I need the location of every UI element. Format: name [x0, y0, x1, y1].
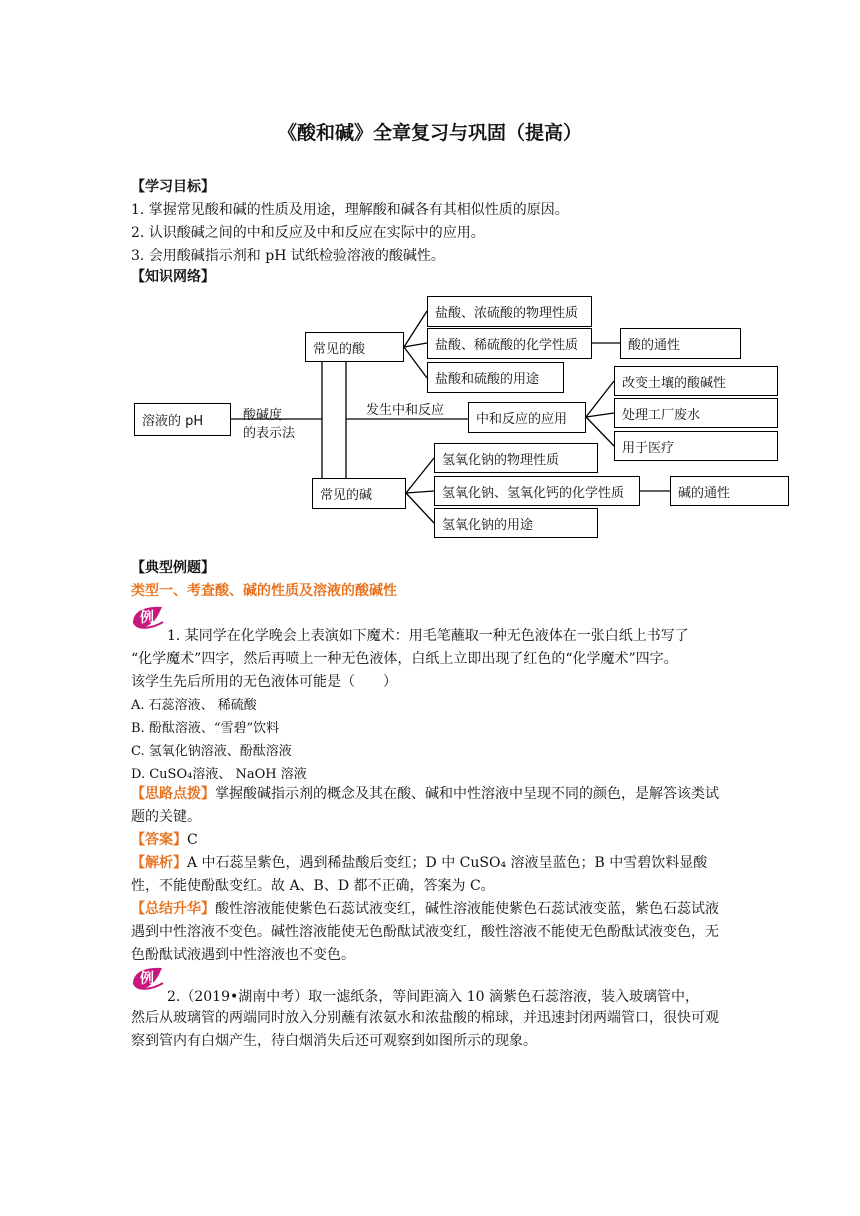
ph-label-2: 的表示法: [243, 426, 296, 441]
acid-chemical-box: 盐酸、稀硫酸的化学性质: [427, 328, 592, 359]
q1-option-d: D. CuSO₄溶液、 NaOH 溶液: [131, 767, 307, 782]
goals-heading: 【学习目标】: [131, 179, 215, 195]
q1-option-c: C. 氢氧化钠溶液、酚酞溶液: [131, 744, 292, 759]
acid-uses-box: 盐酸和硫酸的用途: [427, 362, 564, 393]
neutral-label: 发生中和反应: [366, 403, 445, 418]
acid-general-box: 酸的通性: [620, 328, 741, 359]
base-box: 常见的碱: [312, 478, 406, 509]
neutral-box: 中和反应的应用: [468, 402, 586, 433]
goal-item-2: 2. 认识酸碱之间的中和反应及中和反应在实际中的应用。: [131, 225, 485, 241]
neutral-app-water: 处理工厂废水: [614, 398, 778, 428]
q1-stem-1: 1. 某同学在化学晚会上表演如下魔术：用毛笔蘸取一种无色液体在一张白纸上书写了: [167, 628, 689, 644]
type1-heading: 类型一、考查酸、碱的性质及溶液的酸碱性: [131, 583, 397, 599]
q1-answer: 【答案】C: [131, 832, 198, 848]
ph-label-1: 酸碱度: [243, 408, 283, 423]
example-badge-text-2: 例: [140, 971, 154, 987]
example-badge-1: [131, 605, 165, 631]
q2-stem-rest: 然后从玻璃管的两端同时放入分别蘸有浓氨水和浓盐酸的棉球，并迅速封闭两端管口，很快可观察到管内有白烟产生，待白烟消失后还可观察到如图所示的现象。: [131, 1010, 719, 1049]
q1-summary: 【总结升华】酸性溶液能使紫色石蕊试液变红，碱性溶液能使紫色石蕊试液变蓝，紫色石蕊试液遇到中性溶液不变色。碱性溶液能使无色酚酞试液变红，酸性溶液不能使无色酚酞试液变色，无色酚酞试液遇到中性溶液也不变色。: [131, 901, 719, 963]
neutral-app-medical: 用于医疗: [614, 431, 778, 461]
q2-stem-1: 2.（2019•湖南中考）取一滤纸条，等间距滴入 10 滴紫色石蕊溶液，装入玻璃管中，: [167, 989, 699, 1005]
base-general-box: 碱的通性: [670, 476, 789, 506]
q1-stem-2: “化学魔术”四字，然后再喷上一种无色液体，白纸上立即出现了红色的“化学魔术”四字。: [131, 651, 678, 667]
acid-box: 常见的酸: [305, 332, 404, 362]
q1-option-b: B. 酚酞溶液、“雪碧”饮料: [131, 721, 280, 736]
network-heading: 【知识网络】: [131, 269, 215, 285]
base-physical-box: 氢氧化钠的物理性质: [434, 443, 598, 473]
q1-option-a: A. 石蕊溶液、 稀硫酸: [131, 698, 257, 713]
goal-item-3: 3. 会用酸碱指示剂和 pH 试纸检验溶液的酸碱性。: [131, 248, 445, 264]
examples-heading: 【典型例题】: [131, 560, 215, 576]
ph-box: 溶液的 pH: [134, 403, 231, 436]
neutral-app-soil: 改变土壤的酸碱性: [614, 366, 778, 396]
q1-analysis: 【解析】A 中石蕊呈紫色，遇到稀盐酸后变红；D 中 CuSO₄ 溶液呈蓝色；B 中雪碧饮料显酸性，不能使酚酞变红。故 A、B、D 都不正确，答案为 C。: [131, 855, 708, 894]
example-badge-text: 例: [140, 610, 154, 626]
acid-physical-box: 盐酸、浓硫酸的物理性质: [427, 296, 592, 327]
q1-stem-3: 该学生先后所用的无色液体可能是（ ）: [131, 674, 397, 690]
goal-item-1: 1. 掌握常见酸和碱的性质及用途，理解酸和碱各有其相似性质的原因。: [131, 202, 569, 218]
q1-tip: 【思路点拨】掌握酸碱指示剂的概念及其在酸、碱和中性溶液中呈现不同的颜色，是解答该类试题的关键。: [131, 786, 719, 825]
base-chemical-box: 氢氧化钠、氢氧化钙的化学性质: [434, 476, 640, 506]
base-uses-box: 氢氧化钠的用途: [434, 508, 598, 538]
example-badge-2: [131, 966, 165, 992]
page-title: 《酸和碱》全章复习与巩固（提高）: [277, 122, 582, 144]
